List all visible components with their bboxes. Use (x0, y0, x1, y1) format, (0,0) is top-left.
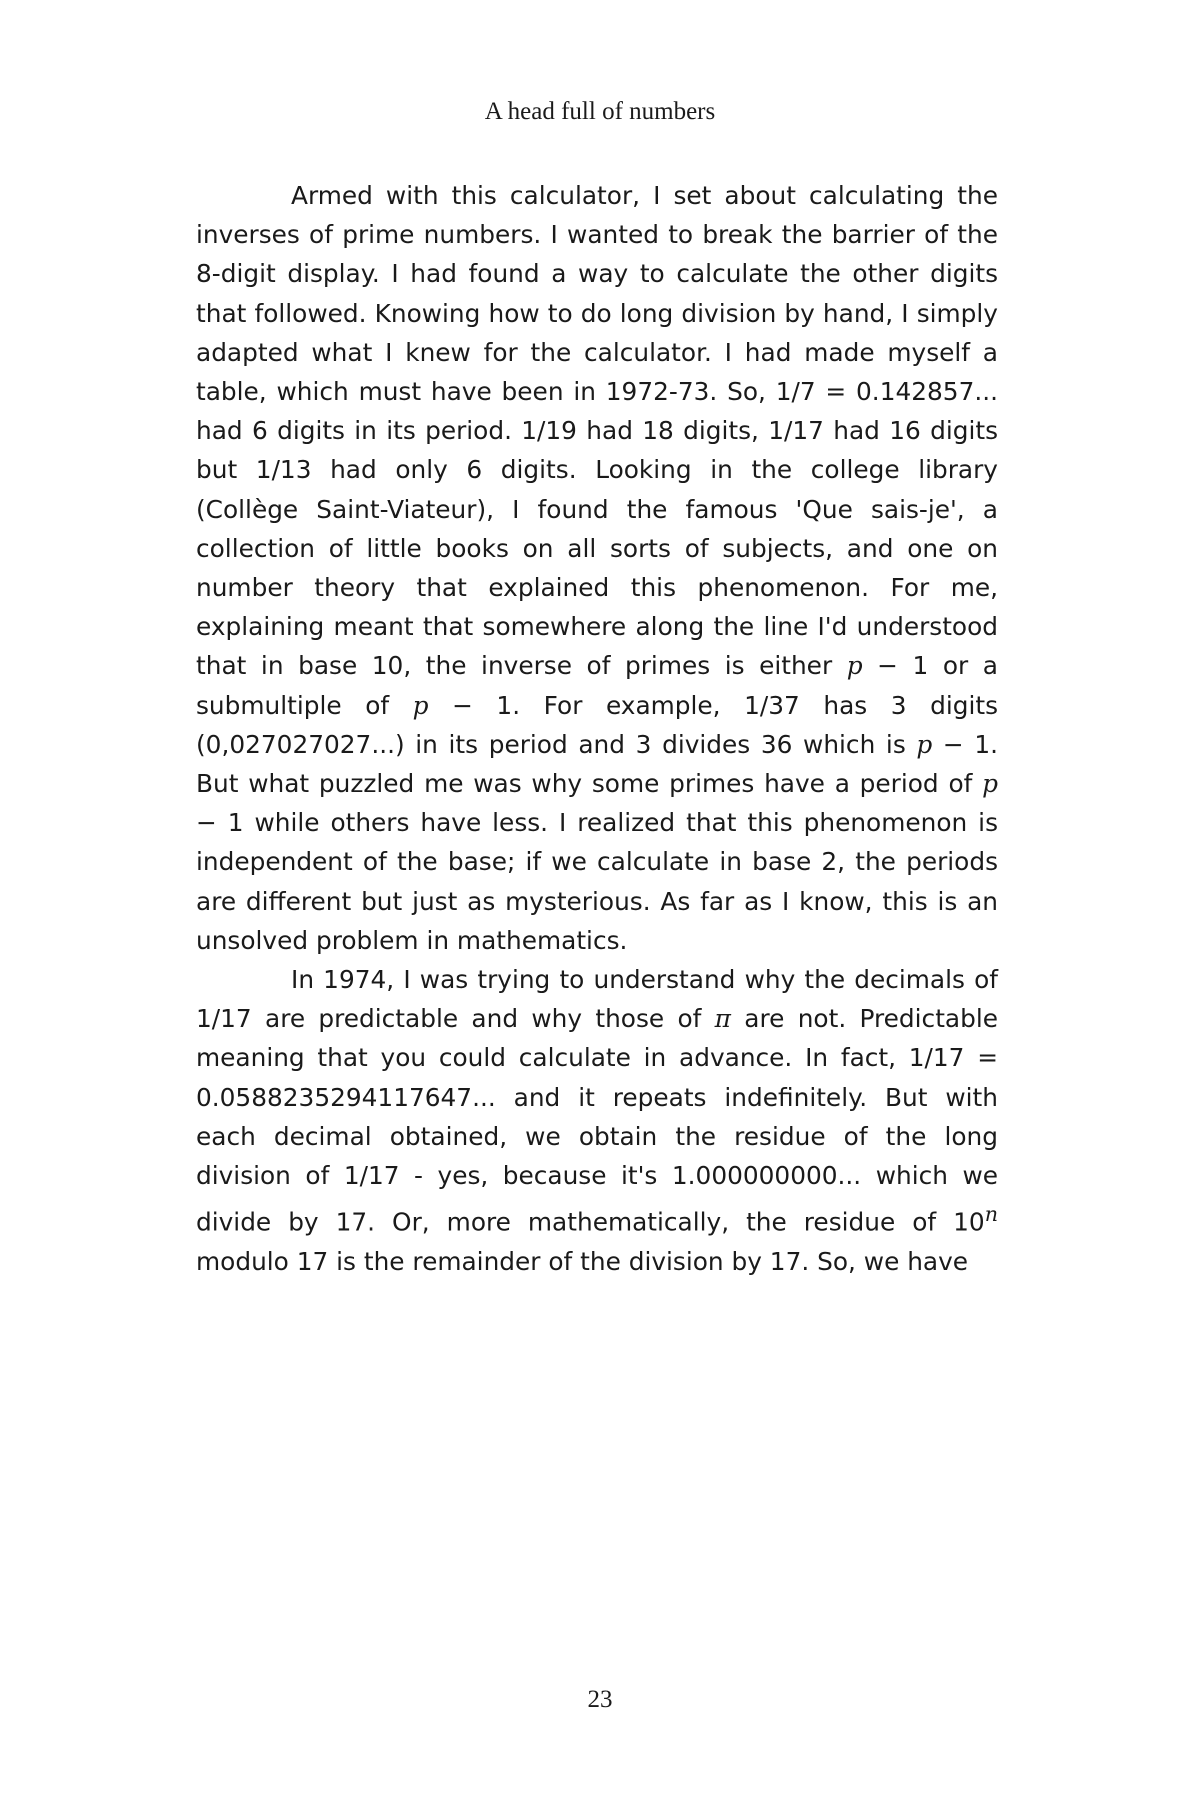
text-run: − 1. But what puzzled me was why some primes have a period of (196, 729, 998, 799)
math-variable-p: p (846, 651, 863, 681)
text-run: Armed with this calculator, I set about calculating the inverses of prime numbers. I wanted to break the barrier of the 8-digit display. I had found a way to calculate the other digits that followed. Knowing how to do long division by hand, I simply adapted what I knew for the calculator. I had made myself a table, which must have been in 1972-73. So, 1/7 = 0.142857... had 6 digits in its period. 1/19 had 18 digits, 1/17 had 16 digits but 1/13 had only 6 digits. Looking in the college library (Collège Saint-Viateur), I found the famous 'Que sais-je', a collection of little books on all sorts of subjects, and one on number theory that explained this phenomenon. For me, explaining meant that somewhere along the line I'd understood that in base 10, the inverse of primes is either (196, 181, 998, 681)
text-run: modulo 17 is the remainder of the division by 17. So, we have (196, 1246, 969, 1276)
math-variable-p: p (412, 690, 429, 720)
math-symbol-pi: π (714, 1004, 731, 1034)
text-run: − 1 while others have less. I realized that this phenomenon is independent of the base; if we calculate in base 2, the periods are different but just as mysterious. As far as I know, this is an unsolved problem in mathematics. (196, 808, 998, 955)
math-variable-p: p (982, 769, 998, 799)
math-exponent-n: n (984, 1202, 998, 1227)
paragraph-calculator (196, 176, 998, 960)
paragraph-1974 (196, 960, 998, 1281)
running-head: A head full of numbers (484, 98, 716, 125)
body-text (196, 176, 998, 1281)
text-run: In 1974, I was trying to understand why the decimals of 1/17 are predictable and why those of (196, 965, 998, 1034)
text-run: are not. Predictable meaning that you could calculate in advance. In fact, 1/17 = 0.0588235294117647... and it repeats indefinitely. But with each decimal obtained, we obtain the residue of the long division of 1/17 - yes, because it's 1.000000000... which we divide by 17. Or, more mathematically, the residue of 10 (196, 1004, 998, 1237)
text-run: − 1 or a submultiple of (196, 651, 998, 720)
text-run: − 1. For example, 1/37 has 3 digits (0,027027027...) in its period and 3 divides 36 which is (196, 690, 998, 759)
page-number: 23 (587, 1686, 613, 1713)
math-variable-p: p (916, 729, 933, 759)
